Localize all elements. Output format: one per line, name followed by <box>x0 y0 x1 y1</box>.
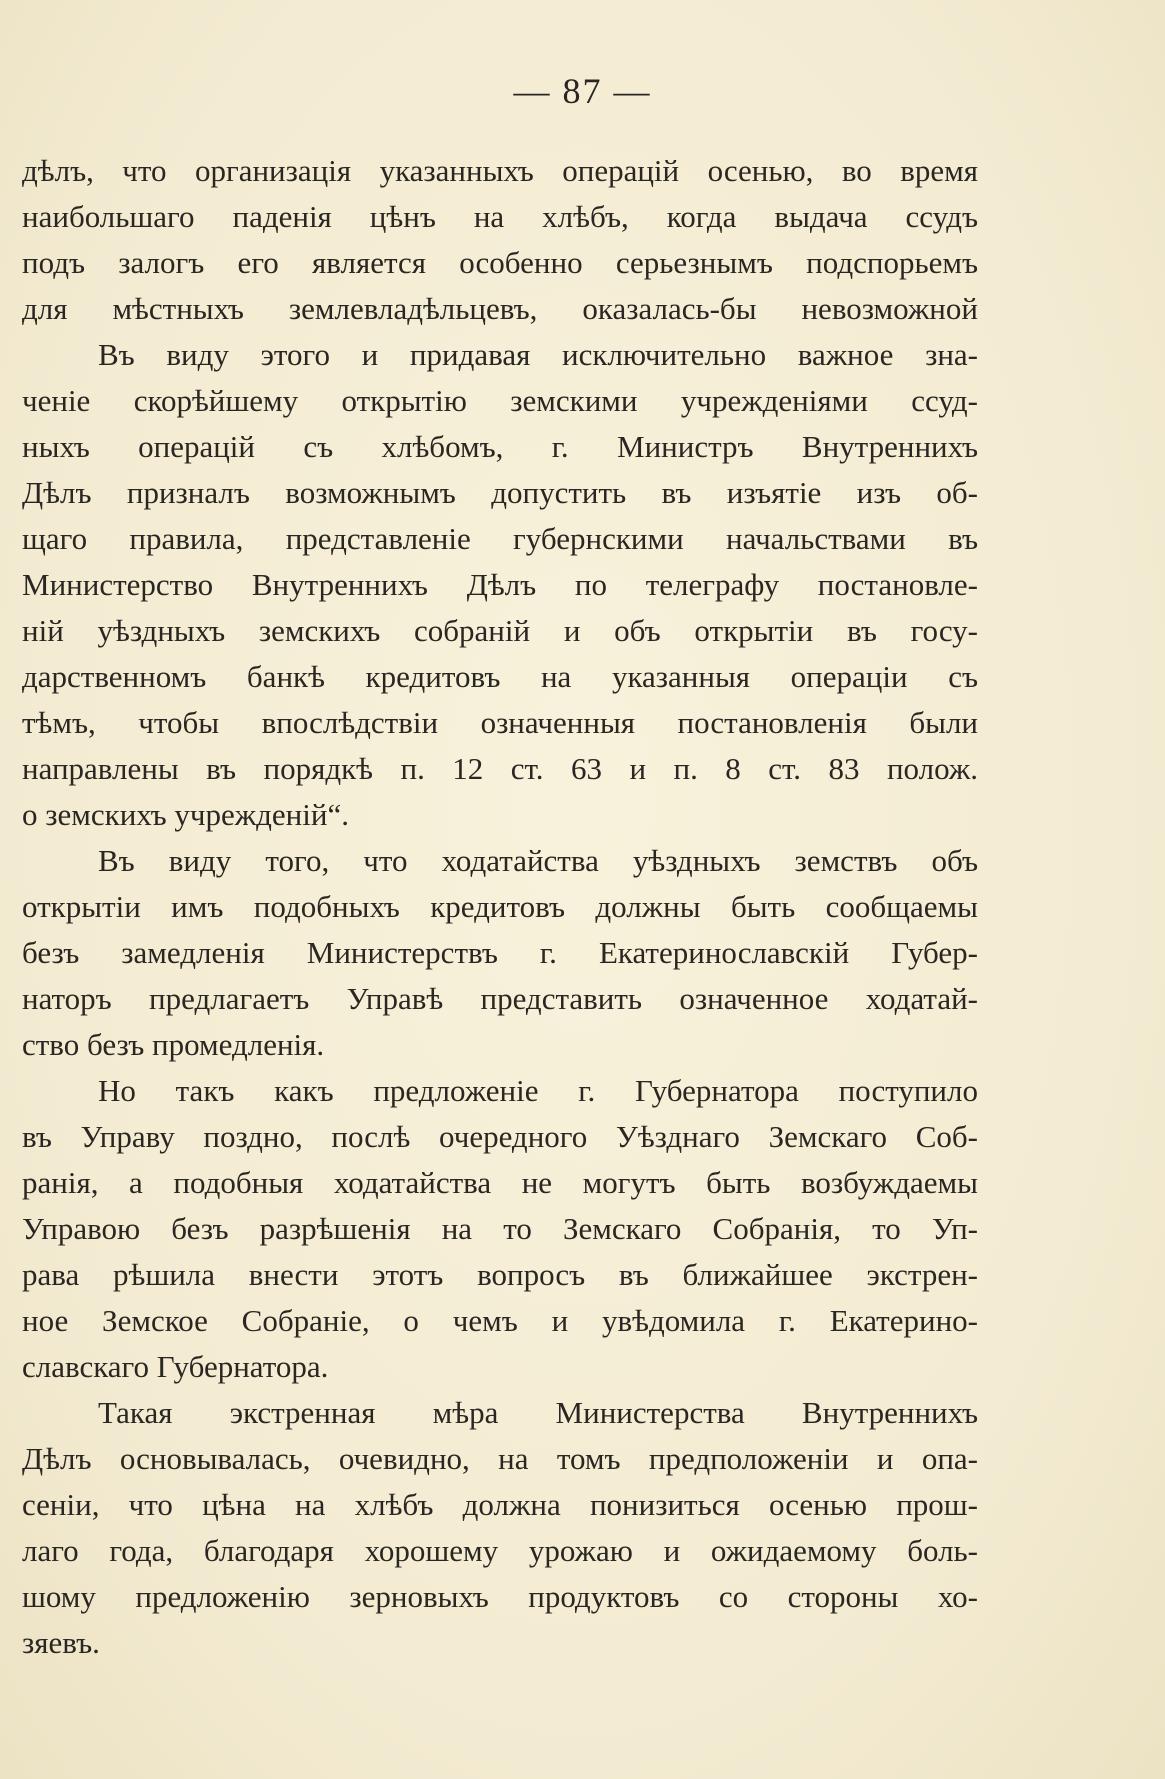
text-line: наторъ предлагаетъ Управѣ представить означенное ходатай- <box>22 981 978 1016</box>
text-line: ченіе скорѣйшему открытію земскими учрежденіями ссуд- <box>22 383 978 418</box>
text-line: Въ виду этого и придавая исключительно важное зна- <box>98 337 978 372</box>
text-line: Но такъ какъ предложеніе г. Губернатора поступило <box>98 1073 978 1108</box>
text-line: лаго года, благодаря хорошему урожаю и ожидаемому боль- <box>22 1533 978 1568</box>
text-line: Управою безъ разрѣшенія на то Земскаго Собранія, то Уп- <box>22 1211 978 1246</box>
text-line: для мѣстныхъ землевладѣльцевъ, оказалась-бы невозможной <box>22 291 978 326</box>
text-line: шому предложенію зерновыхъ продуктовъ со стороны хо- <box>22 1579 978 1614</box>
body-text <box>22 148 978 1666</box>
text-line: о земскихъ учрежденій“. <box>22 797 349 832</box>
paragraph <box>22 148 978 332</box>
paragraph <box>22 332 978 838</box>
text-line: въ Управу поздно, послѣ очередного Уѣзднаго Земскаго Соб- <box>22 1119 978 1154</box>
text-line: Такая экстренная мѣра Министерства Внутреннихъ <box>98 1395 978 1430</box>
text-line: ство безъ промедленія. <box>22 1027 325 1062</box>
text-line: Въ виду того, что ходатайства уѣздныхъ земствъ объ <box>98 843 978 878</box>
text-line: рава рѣшила внести этотъ вопросъ въ ближайшее экстрен- <box>22 1257 978 1292</box>
text-line: Министерство Внутреннихъ Дѣлъ по телеграфу постановле- <box>22 567 978 602</box>
text-line: ранія, а подобныя ходатайства не могутъ быть возбуждаемы <box>22 1165 978 1200</box>
text-line: безъ замедленія Министерствъ г. Екатеринославскій Губер- <box>22 935 978 970</box>
text-line: ній уѣздныхъ земскихъ собраній и объ открытіи въ госу- <box>22 613 978 648</box>
page-number: — 87 — <box>513 71 652 111</box>
text-line: тѣмъ, чтобы впослѣдствіи означенныя постановленія были <box>22 705 978 740</box>
text-line: сеніи, что цѣна на хлѣбъ должна понизиться осенью прош- <box>22 1487 978 1522</box>
text-line: дарственномъ банкѣ кредитовъ на указанныя операціи съ <box>22 659 978 694</box>
text-line: щаго правила, представленіе губернскими начальствами въ <box>22 521 978 556</box>
text-line: ныхъ операцій съ хлѣбомъ, г. Министръ Внутреннихъ <box>22 429 978 464</box>
text-line: зяевъ. <box>22 1625 100 1660</box>
text-line: славскаго Губернатора. <box>22 1349 329 1384</box>
text-line: Дѣлъ призналъ возможнымъ допустить въ изъятіе изъ об- <box>22 475 978 510</box>
paragraph <box>22 838 978 1068</box>
text-line: направлены въ порядкѣ п. 12 ст. 63 и п. 8 ст. 83 полож. <box>22 751 978 786</box>
text-line: дѣлъ, что организація указанныхъ операцій осенью, во время <box>22 153 978 188</box>
paragraph <box>22 1068 978 1390</box>
text-line: наибольшаго паденія цѣнъ на хлѣбъ, когда выдача ссудъ <box>22 199 978 234</box>
text-line: ное Земское Собраніе, о чемъ и увѣдомила г. Екатерино- <box>22 1303 978 1338</box>
paragraph <box>22 1390 978 1666</box>
text-line: открытіи имъ подобныхъ кредитовъ должны быть сообщаемы <box>22 889 978 924</box>
text-line: подъ залогъ его является особенно серьезнымъ подспорьемъ <box>22 245 978 280</box>
text-line: Дѣлъ основывалась, очевидно, на томъ предположеніи и опа- <box>22 1441 978 1476</box>
